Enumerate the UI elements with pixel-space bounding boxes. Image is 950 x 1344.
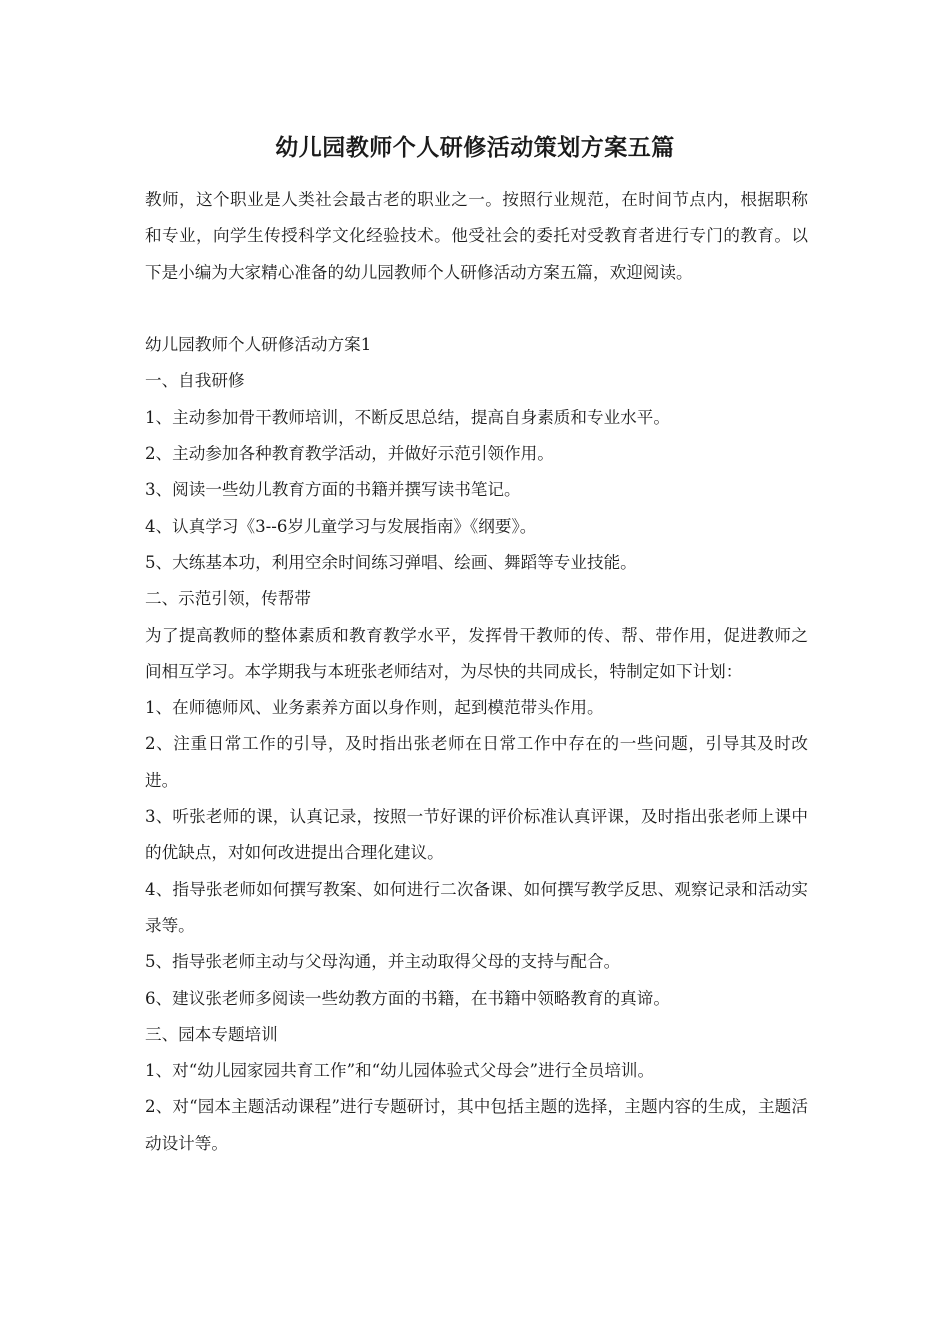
list-item: 5、指导张老师主动与父母沟通，并主动取得父母的支持与配合。 [145, 952, 621, 972]
subsection-heading: 二、示范引领，传帮带 [145, 589, 311, 609]
list-item: 6、建议张老师多阅读一些幼教方面的书籍，在书籍中领略教育的真谛。 [145, 988, 670, 1008]
section-heading: 幼儿园教师个人研修活动方案1 [145, 335, 372, 355]
intro-paragraph: 教师，这个职业是人类社会最古老的职业之一。按照行业规范，在时间节点内，根据职称和专业，向学生传授科学文化经验技术。他受社会的委托对受教育者进行专门的教育。以下是小编为大家精心准备的幼儿园教师个人研修活动方案五篇，欢迎阅读。 [145, 190, 808, 282]
document-title: 幼儿园教师个人研修活动策划方案五篇 [275, 134, 675, 161]
list-item: 2、主动参加各种教育教学活动，并做好示范引领作用。 [145, 444, 554, 464]
list-item: 4、认真学习《3--6岁儿童学习与发展指南》《纲要》。 [145, 516, 537, 536]
body-paragraph: 为了提高教师的整体素质和教育教学水平，发挥骨干教师的传、帮、带作用，促进教师之间相互学习。本学期我与本班张老师结对，为尽快的共同成长，特制定如下计划： [145, 625, 808, 681]
list-item: 4、指导张老师如何撰写教案、如何进行二次备课、如何撰写教学反思、观察记录和活动实录等。 [145, 879, 808, 935]
list-item: 1、对“幼儿园家园共育工作”和“幼儿园体验式父母会”进行全员培训。 [145, 1061, 655, 1081]
list-item: 1、在师德师风、业务素养方面以身作则，起到模范带头作用。 [145, 698, 604, 718]
subsection-heading: 一、自我研修 [145, 371, 245, 391]
list-item: 2、对“园本主题活动课程”进行专题研讨，其中包括主题的选择，主题内容的生成，主题活动设计等。 [145, 1097, 808, 1153]
list-item: 3、听张老师的课，认真记录，按照一节好课的评价标准认真评课，及时指出张老师上课中的优缺点，对如何改进提出合理化建议。 [145, 807, 808, 863]
document-body [145, 182, 808, 1162]
list-item: 5、大练基本功，利用空余时间练习弹唱、绘画、舞蹈等专业技能。 [145, 552, 637, 572]
list-item: 3、阅读一些幼儿教育方面的书籍并撰写读书笔记。 [145, 480, 521, 500]
list-item: 2、注重日常工作的引导，及时指出张老师在日常工作中存在的一些问题，引导其及时改进。 [145, 734, 808, 790]
list-item: 1、主动参加骨干教师培训，不断反思总结，提高自身素质和专业水平。 [145, 407, 670, 427]
subsection-heading: 三、园本专题培训 [145, 1024, 278, 1044]
blank-line [145, 291, 808, 327]
